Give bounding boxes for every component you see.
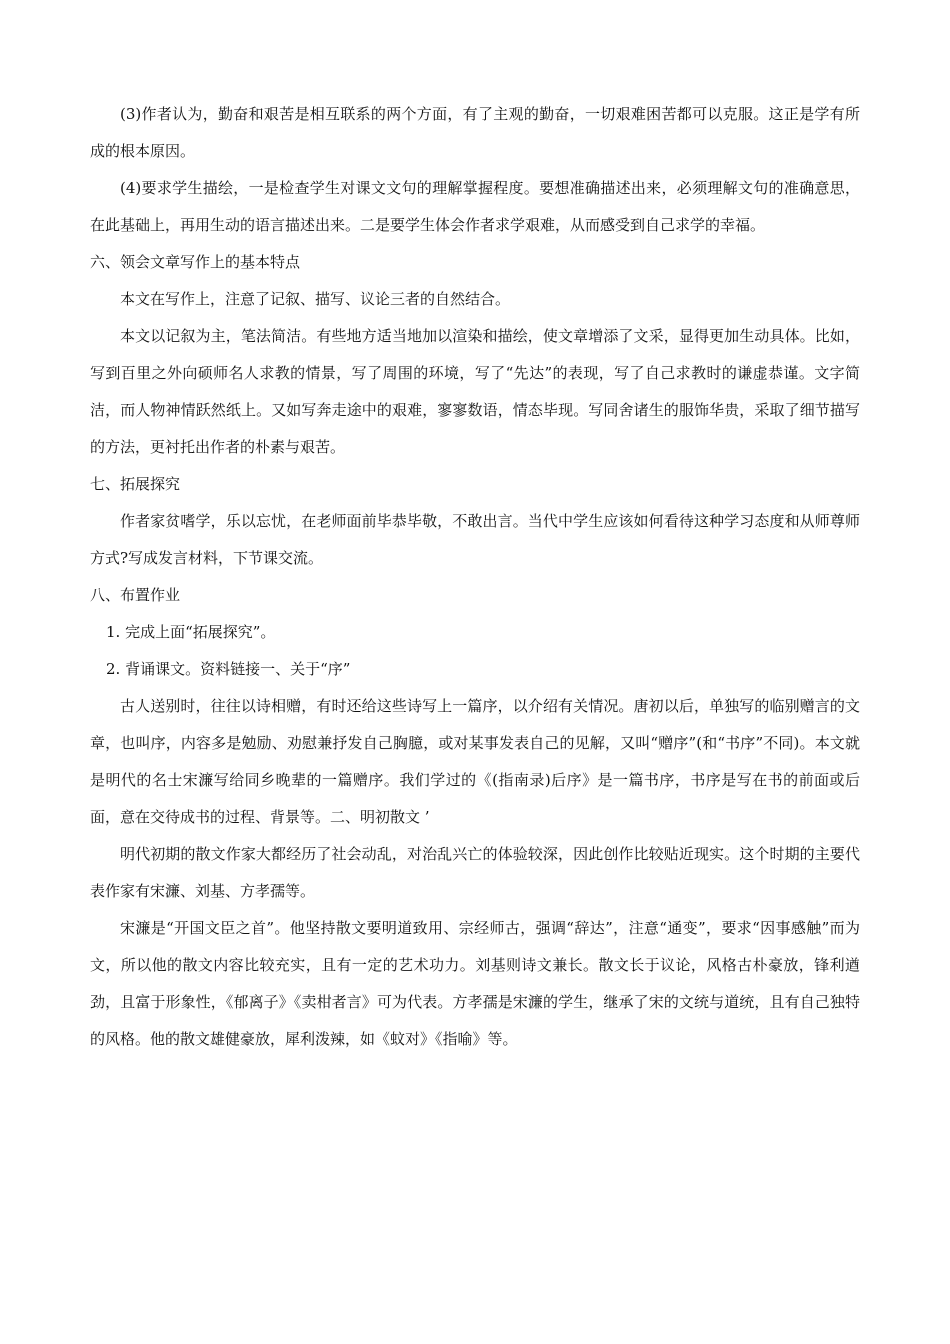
paragraph-writing-1: 本文在写作上，注意了记叙、描写、议论三者的自然结合。	[120, 290, 511, 308]
paragraph-ming-prose-1: 明代初期的散文作家大都经历了社会动乱，对治乱兴亡的体验较深，因此创作比较贴近现实。这个时期的主要代表作家有宋濂、刘基、方孝孺等。	[90, 845, 860, 900]
paragraph-preface: 古人送别时，往往以诗相赠，有时还给这些诗写上一篇序，以介绍有关情况。唐初以后，单独写的临别赠言的文章，也叫序，内容多是勉励、劝慰兼抒发自己胸臆，或对某事发表自己的见解，又叫“赠序”(和“书序”不同)。本文就是明代的名士宋濂写给同乡晚辈的一篇赠序。我们学过的《(指南录)后序》是一篇书序，书序是写在书的前面或后面，意在交待成书的过程、背景等。二、明初散文 ’	[90, 697, 860, 826]
homework-item-1: 1. 完成上面“拓展探究”。	[106, 623, 276, 641]
section-heading-8: 八、布置作业	[90, 586, 181, 604]
paragraph-answer-3: (3)作者认为，勤奋和艰苦是相互联系的两个方面，有了主观的勤奋，一切艰难困苦都可以克服。这正是学有所成的根本原因。	[90, 105, 860, 160]
paragraph-ming-prose-2: 宋濂是“开国文臣之首”。他坚持散文要明道致用、宗经师古，强调“辞达”，注意“通变”，要求“因事感触”而为文，所以他的散文内容比较充实，且有一定的艺术功力。刘基则诗文兼长。散文长于议论，风格古朴豪放，锋利遒劲，且富于形象性，《郁离子》《卖柑者言》可为代表。方孝孺是宋濂的学生，继承了宋的文统与道统，且有自己独特的风格。他的散文雄健豪放，犀利泼辣，如《蚊对》《指喻》等。	[90, 919, 860, 1048]
section-heading-6: 六、领会文章写作上的基本特点	[90, 253, 301, 271]
paragraph-answer-4: (4)要求学生描绘，一是检查学生对课文文句的理解掌握程度。要想准确描述出来，必须理解文句的准确意思，在此基础上，再用生动的语言描述出来。二是要学生体会作者求学艰难，从而感受到自己求学的幸福。	[90, 179, 860, 234]
document-body	[90, 96, 860, 1058]
paragraph-writing-2: 本文以记叙为主，笔法简洁。有些地方适当地加以渲染和描绘，使文章增添了文采，显得更加生动具体。比如，写到百里之外向硕师名人求教的情景，写了周围的环境，写了“先达”的表现，写了自己求教时的谦虚恭谨。文字简洁，而人物神情跃然纸上。又如写奔走途中的艰难，寥寥数语，情态毕现。写同舍诸生的服饰华贵，采取了细节描写的方法，更衬托出作者的朴素与艰苦。	[90, 327, 860, 456]
homework-item-2: 2. 背诵课文。资料链接一、关于“序”	[106, 660, 351, 678]
section-heading-7: 七、拓展探究	[90, 475, 181, 493]
paragraph-explore: 作者家贫嗜学，乐以忘忧，在老师面前毕恭毕敬，不敢出言。当代中学生应该如何看待这种学习态度和从师尊师方式?写成发言材料，下节课交流。	[90, 512, 860, 567]
